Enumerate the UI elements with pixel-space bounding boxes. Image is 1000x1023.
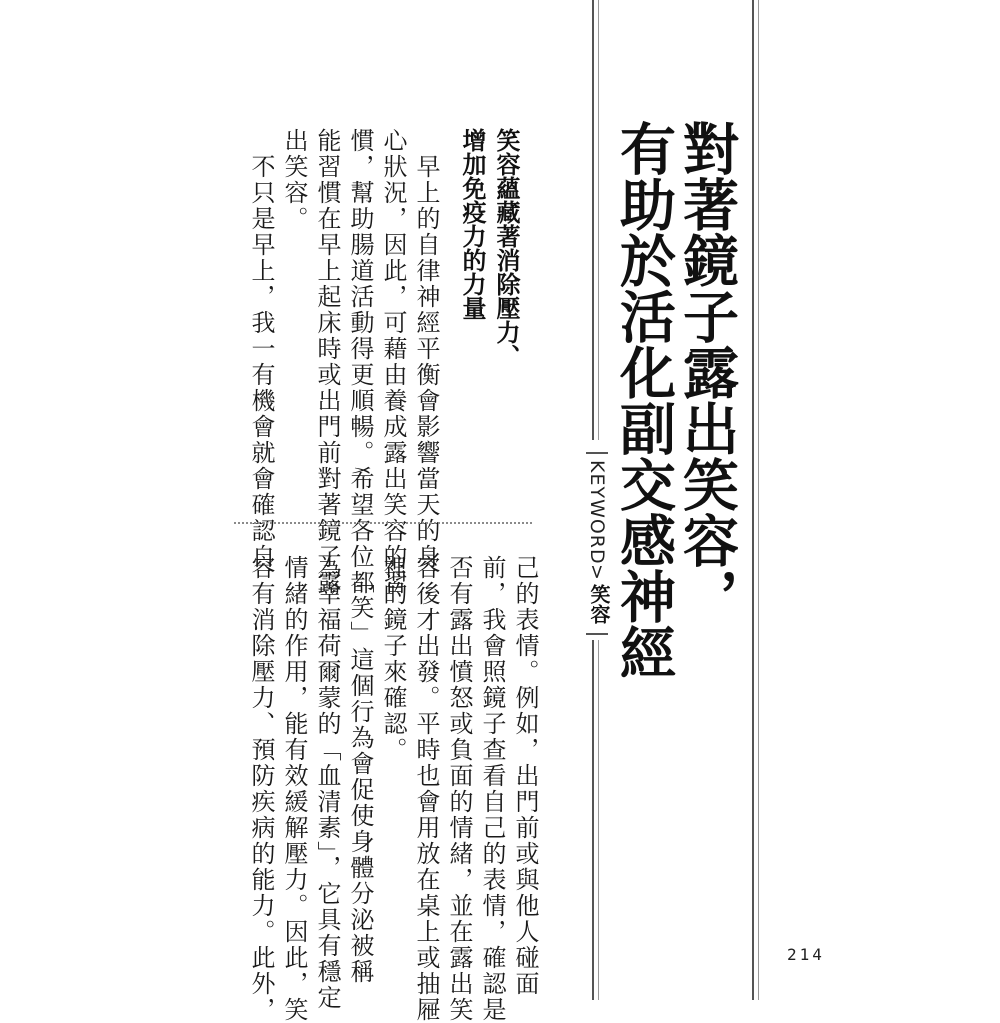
lower-line: 「笑」這個行為會促使身體分泌被稱	[346, 555, 374, 985]
upper-line: 心狀況，因此，可藉由養成露出笑容的習	[379, 128, 407, 596]
upper-line: 出笑容。	[280, 128, 308, 232]
lower-line: 前，我會照鏡子查看自己的表情，確認是	[478, 555, 506, 1023]
frame-rule-right	[752, 0, 754, 1000]
lower-line: 己的表情。例如，出門前或與他人碰面	[511, 555, 539, 997]
keyword-top-tick	[586, 452, 608, 454]
lower-line: 情緒的作用，能有效緩解壓力。因此，笑	[280, 555, 308, 1023]
title-line-1: 對著鏡子露出笑容，	[674, 120, 739, 624]
keyword-arrow-icon: >	[586, 564, 608, 581]
frame-rule-left	[592, 0, 594, 440]
keyword-label: KEYWORD	[586, 460, 608, 565]
upper-line: 慣，幫助腸道活動得更順暢。希望各位都	[346, 128, 374, 596]
subheading-line-1: 笑容蘊藏著消除壓力、	[492, 128, 520, 368]
subheading-line-2: 增加免疫力的力量	[458, 128, 486, 320]
keyword-marker	[580, 452, 612, 637]
upper-line: 不只是早上，我一有機會就會確認自	[247, 128, 275, 570]
frame-rule-left-inner	[598, 0, 599, 440]
page-number: 214	[787, 945, 825, 964]
section-divider	[234, 522, 532, 524]
lower-line: 容有消除壓力、預防疾病的能力。此外，	[247, 555, 275, 1023]
frame-rule-left-lower-inner	[598, 640, 599, 1000]
lower-line: 為幸福荷爾蒙的「血清素」，它具有穩定	[313, 555, 341, 1011]
keyword-term: 笑容	[587, 584, 611, 624]
upper-line: 早上的自律神經平衡會影響當天的身	[412, 128, 440, 570]
frame-rule-right-inner	[758, 0, 759, 1000]
title-line-2: 有助於活化副交感神經	[611, 120, 676, 680]
keyword-bottom-tick	[586, 633, 608, 635]
upper-line: 能習慣在早上起床時或出門前對著鏡子露	[313, 128, 341, 596]
frame-rule-left-lower	[592, 640, 594, 1000]
lower-line: 容後才出發。平時也會用放在桌上或抽屜	[412, 555, 440, 1023]
lower-line: 裡的鏡子來確認。	[379, 555, 407, 763]
lower-line: 否有露出憤怒或負面的情緒，並在露出笑	[445, 555, 473, 1023]
